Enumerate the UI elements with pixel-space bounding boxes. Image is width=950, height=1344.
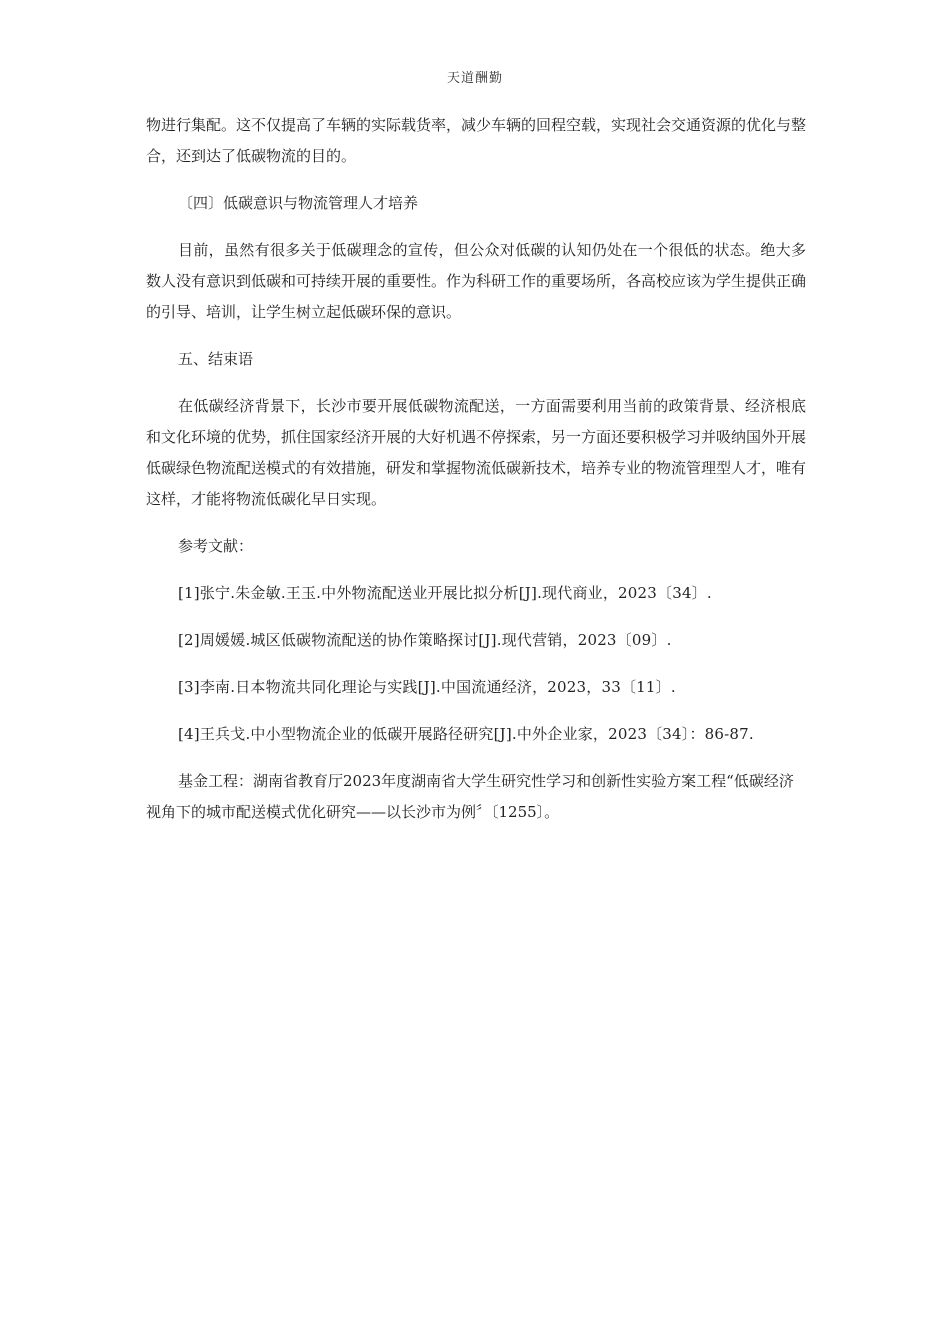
reference-item: [2]周媛媛.城区低碳物流配送的协作策略探讨[J].现代营销，2023〔09〕. [178,631,672,649]
references-title: 参考文献： [178,537,254,555]
paragraph-low-carbon-awareness: 目前，虽然有很多关于低碳理念的宣传，但公众对低碳的认知仍处在一个很低的状态。绝大多数人没有意识到低碳和可持续开展的重要性。作为科研工作的重要场所，各高校应该为学生提供正确的引导、培训，让学生树立起低碳环保的意识。 [146,241,807,321]
page-header: 天道酬勤 [446,71,503,86]
reference-item: [4]王兵戈.中小型物流企业的低碳开展路径研究[J].中外企业家，2023〔34〕：86-87. [178,725,754,743]
section-heading-conclusion: 五、结束语 [178,350,254,368]
reference-item: [3]李南.日本物流共同化理论与实践[J].中国流通经济，2023，33〔11〕. [178,678,676,696]
paragraph-continuation: 物进行集配。这不仅提高了车辆的实际载货率，减少车辆的回程空载，实现社会交通资源的优化与整合，还到达了低碳物流的目的。 [146,116,807,165]
fund-note: 基金工程：湖南省教育厅2023年度湖南省大学生研究性学习和创新性实验方案工程“低碳经济视角下的城市配送模式优化研究——以长沙市为例〞〔1255〕。 [146,772,794,821]
document-body [146,110,806,828]
section-heading-four: 〔四〕低碳意识与物流管理人才培养 [178,194,419,212]
reference-item: [1]张宁.朱金敏.王玉.中外物流配送业开展比拟分析[J].现代商业，2023〔34〕. [178,584,712,602]
paragraph-conclusion: 在低碳经济背景下，长沙市要开展低碳物流配送，一方面需要利用当前的政策背景、经济根底和文化环境的优势，抓住国家经济开展的大好机遇不停探索，另一方面还要积极学习并吸纳国外开展低碳绿色物流配送模式的有效措施，研发和掌握物流低碳新技术，培养专业的物流管理型人才，唯有这样，才能将物流低碳化早日实现。 [146,397,807,508]
